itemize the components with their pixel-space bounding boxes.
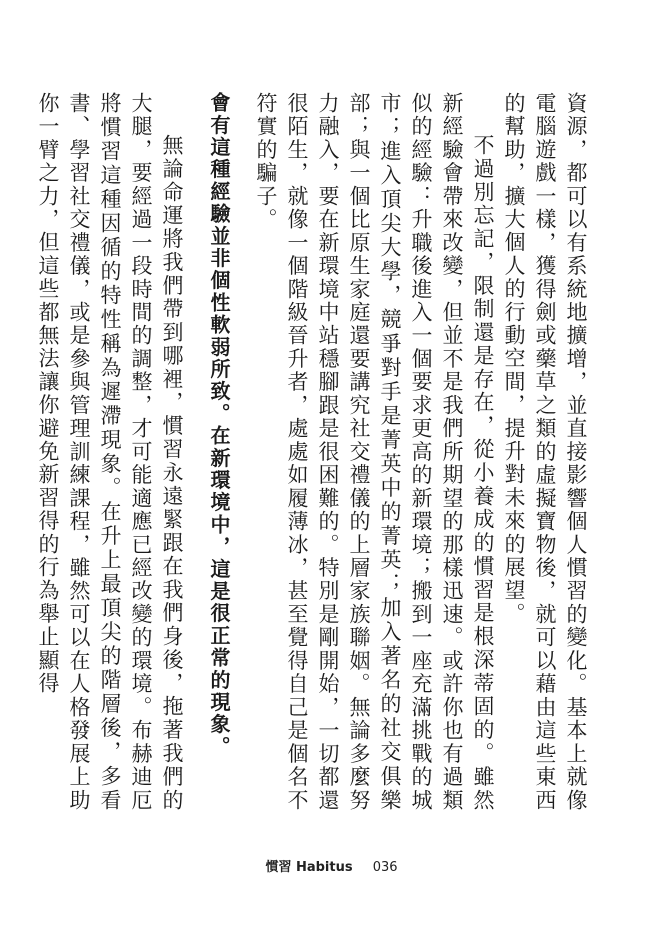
page-number: 036 [372,860,398,875]
vertical-text-block [36,92,591,812]
paragraph-2: 不過別忘記，限制還是存在，從小養成的慣習是根深蒂固的。雖然新經驗會帶來改變，但並不是我們所期望的那樣迅速。或許你也有過類似的經驗：升職後進入一個要求更高的新環境；搬到一座充滿挑戰的城市；進入頂尖大學，競爭對手是菁英中的菁英；加入著名的社交俱樂部；與一個比原生家庭還要講究社交禮儀的上層家族聯姻。無論多麼努力融入，要在新環境中站穩腳跟是很困難的。特別是剛開始，一切都還很陌生，就像一個階級晉升者，處處如履薄冰，甚至覺得自己是個名不符實的騙子。 [254,92,495,812]
paragraph-3: 無論命運將我們帶到哪裡，慣習永遠緊跟在我們身後，拖著我們的大腿，要經過一段時間的調整，才可能適應已經改變的環境。布赫迪厄將慣習這種因循的特性稱為遲滯現象。在升上最頂尖的階層後，多看書、學習社交禮儀，或是參與管理訓練課程，雖然可以在人格發展上助你一臂之力，但這些都無法讓你避免新習得的行為舉止顯得 [36,92,184,812]
paragraph-1: 資源，都可以有系統地擴增，並直接影響個人慣習的變化。基本上就像電腦遊戲一樣，獲得劍或藥草之類的虛擬寶物後，就可以藉由這些東西的幫助，擴大個人的行動空間，提升對未來的展望。 [502,92,588,812]
bold-heading: 會有這種經驗並非個性軟弱所致。在新環境中，這是很正常的現象。 [207,92,231,758]
page-footer [0,856,663,875]
book-title: 慣習 Habitus [265,860,353,875]
